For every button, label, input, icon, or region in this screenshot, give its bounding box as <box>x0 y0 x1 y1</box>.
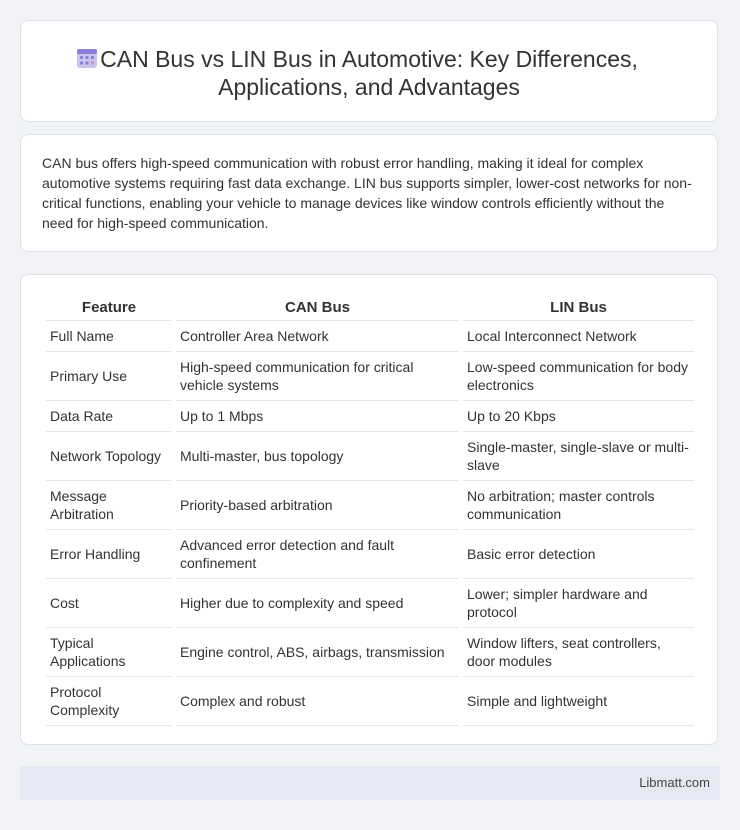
feature-cell: Primary Use <box>46 352 172 401</box>
comparison-table <box>42 295 698 726</box>
feature-cell: Cost <box>46 579 172 628</box>
feature-cell: Error Handling <box>46 530 172 579</box>
table-row <box>46 628 694 677</box>
table-row <box>46 677 694 726</box>
header-can-bus: CAN Bus <box>176 295 459 321</box>
comparison-table-card <box>20 274 718 745</box>
can-cell: Higher due to complexity and speed <box>176 579 459 628</box>
table-row <box>46 401 694 432</box>
table-row <box>46 481 694 530</box>
table-header-row <box>46 295 694 321</box>
feature-cell: Message Arbitration <box>46 481 172 530</box>
can-cell: Advanced error detection and fault confinement <box>176 530 459 579</box>
feature-cell: Typical Applications <box>46 628 172 677</box>
can-cell: Engine control, ABS, airbags, transmission <box>176 628 459 677</box>
table-row <box>46 352 694 401</box>
can-cell: Controller Area Network <box>176 321 459 352</box>
lin-cell: Up to 20 Kbps <box>463 401 694 432</box>
header-feature: Feature <box>46 295 172 321</box>
title-card <box>20 20 718 122</box>
lin-cell: Local Interconnect Network <box>463 321 694 352</box>
can-cell: Complex and robust <box>176 677 459 726</box>
lin-cell: Single-master, single-slave or multi-slave <box>463 432 694 481</box>
footer-bar <box>20 766 720 800</box>
table-row <box>46 321 694 352</box>
lin-cell: Basic error detection <box>463 530 694 579</box>
table-row <box>46 579 694 628</box>
summary-text: CAN bus offers high-speed communication with robust error handling, making it ideal for complex automotive systems requiring fast data exchange. LIN bus supports simpler, lower-cost networks for non-critical functions, enabling your vehicle to manage devices like window controls efficiently without the need for high-speed communication. <box>42 155 692 231</box>
lin-cell: Lower; simpler hardware and protocol <box>463 579 694 628</box>
can-cell: Priority-based arbitration <box>176 481 459 530</box>
can-cell: High-speed communication for critical vehicle systems <box>176 352 459 401</box>
lin-cell: Window lifters, seat controllers, door modules <box>463 628 694 677</box>
feature-cell: Full Name <box>46 321 172 352</box>
table-row <box>46 530 694 579</box>
feature-cell: Protocol Complexity <box>46 677 172 726</box>
header-lin-bus: LIN Bus <box>463 295 694 321</box>
lin-cell: Simple and lightweight <box>463 677 694 726</box>
lin-cell: No arbitration; master controls communication <box>463 481 694 530</box>
can-cell: Up to 1 Mbps <box>176 401 459 432</box>
table-row <box>46 432 694 481</box>
footer-brand-link[interactable]: Libmatt.com <box>639 775 710 790</box>
lin-cell: Low-speed communication for body electronics <box>463 352 694 401</box>
feature-cell: Network Topology <box>46 432 172 481</box>
summary-card <box>20 134 718 252</box>
feature-cell: Data Rate <box>46 401 172 432</box>
can-cell: Multi-master, bus topology <box>176 432 459 481</box>
page-title: CAN Bus vs LIN Bus in Automotive: Key Differences, Applications, and Advantages <box>100 46 638 100</box>
